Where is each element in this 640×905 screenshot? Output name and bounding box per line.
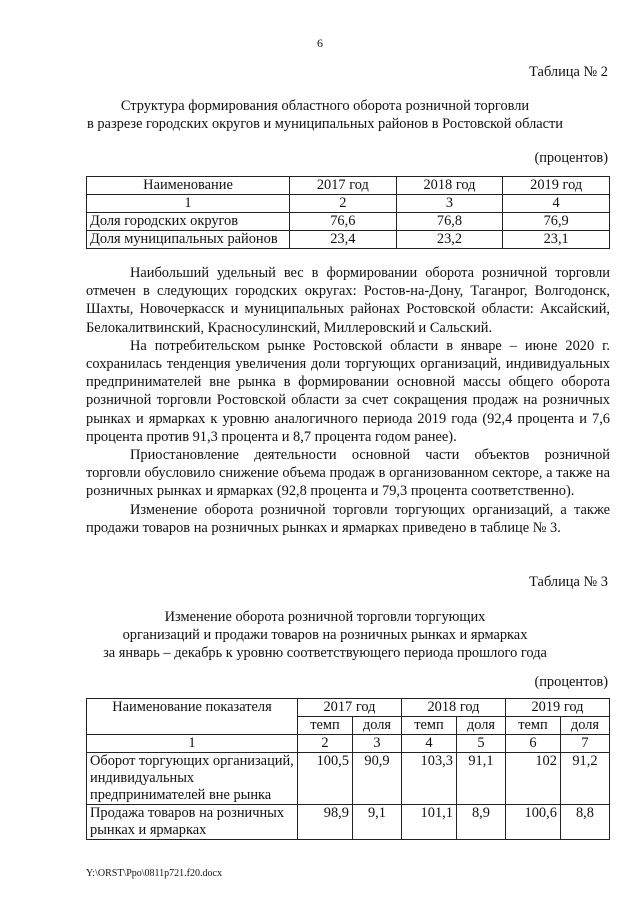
table3-index-cell: 3 [352,735,401,753]
table3-cell: 91,2 [560,753,609,805]
table3-cell: 102 [505,753,560,805]
table3-caption [80,608,570,662]
table2-units: (процентов) [534,150,608,166]
table2-cell: 23,4 [290,231,397,249]
table3-cell: 98,9 [298,805,353,840]
table2-caption-line2: в разрезе городских округов и муниципальных районов в Ростовской области [86,116,564,132]
table3-subheader: темп [505,717,560,735]
table3-header-2018: 2018 год [401,699,505,717]
table3-cell: 100,5 [298,753,353,805]
table-row [87,805,610,840]
table2-cell: 76,6 [290,213,397,231]
table3-cell: 8,9 [456,805,505,840]
table3-cell: 9,1 [352,805,401,840]
table3-header-name: Наименование показателя [87,699,298,735]
table2-header-2017: 2017 год [290,177,397,195]
table2-cell: 23,2 [396,231,503,249]
table2-caption-line1: Структура формирования областного оборота розничной торговли [120,98,530,114]
paragraph: На потребительском рынке Ростовской области в январе – июне 2020 г. сохранилась тенденция увеличения доли торгующих организаций, индивидуальных предпринимателей вне рынка в формировании основной массы общего оборота розничной торговли Ростовской области за счет сокращения продаж на розничных рынках и ярмарках к уровню аналогичного периода 2019 года (92,4 процента и 7,6 процента против 91,3 процента и 8,7 процента годом ранее). [86,337,610,445]
table2-cell: 76,8 [396,213,503,231]
table2-header-row [87,177,610,195]
table2-index-cell: 4 [503,195,610,213]
table3-header-row [87,699,610,717]
table3-row-name: Оборот торгующих организаций, индивидуальных предпринимателей вне рынка [87,753,298,805]
table2-header-2019: 2019 год [503,177,610,195]
table3-caption-line2: организаций и продажи товаров на розничных рынках и ярмарках [122,627,528,643]
table3-cell: 90,9 [352,753,401,805]
table3-row-name: Продажа товаров на розничных рынках и ярмарках [87,805,298,840]
paragraph: Приостановление деятельности основной части объектов розничной торговли обусловило снижение объема продаж в организованном секторе, а также на розничных рынках и ярмарках (92,8 процента и 79,3 процента соответственно). [86,447,610,500]
table3-index-cell: 2 [298,735,353,753]
table3-label: Таблица № 3 [529,574,608,590]
footer-file-path: Y:\ORST\Ppo\0811p721.f20.docx [86,868,222,879]
table2-index-cell: 3 [396,195,503,213]
table3-index-cell: 7 [560,735,609,753]
table2-row-name: Доля муниципальных районов [87,231,290,249]
paragraph: Изменение оборота розничной торговли торгующих организаций, а также продажи товаров на розничных рынках и ярмарках приведено в таблице № 3. [86,501,610,536]
table2-index-cell: 1 [87,195,290,213]
table2-cell: 23,1 [503,231,610,249]
table3-subheader: темп [298,717,353,735]
table-row [87,753,610,805]
table3-subheader: доля [352,717,401,735]
table2-index-cell: 2 [290,195,397,213]
table2-header-2018: 2018 год [396,177,503,195]
table2-header-name: Наименование [87,177,290,195]
table2-caption [80,97,570,133]
table3-subheader: доля [560,717,609,735]
table-row [87,231,610,249]
table3-units: (процентов) [534,674,608,690]
table3-index-cell: 5 [456,735,505,753]
table3-cell: 91,1 [456,753,505,805]
table3-cell: 101,1 [401,805,456,840]
table3-caption-line3: за январь – декабрь к уровню соответствующего периода прошлого года [103,645,547,661]
table3-subheader: темп [401,717,456,735]
table2-label: Таблица № 2 [529,64,608,80]
table2-row-name: Доля городских округов [87,213,290,231]
table3-header-2019: 2019 год [505,699,609,717]
page-number: 6 [317,36,323,50]
table3-cell: 8,8 [560,805,609,840]
paragraph: Наибольший удельный вес в формировании оборота розничной торговли отмечен в следующих городских округах: Ростов-на-Дону, Таганрог, Волгодонск, Шахты, Новочеркасск и муниципальных районах Ростовской области: Аксайский, Белокалитвинский, Красносулинский, Миллеровский и Сальский. [86,265,610,336]
table3-cell: 103,3 [401,753,456,805]
table2-index-row [87,195,610,213]
table3-subheader: доля [456,717,505,735]
table3-caption-line1: Изменение оборота розничной торговли торгующих [164,609,486,625]
table-row [87,213,610,231]
table3 [86,698,610,840]
body-text [86,264,610,537]
table2-cell: 76,9 [503,213,610,231]
table3-index-cell: 4 [401,735,456,753]
table3-cell: 100,6 [505,805,560,840]
table3-index-row [87,735,610,753]
table3-header-2017: 2017 год [298,699,402,717]
table3-index-cell: 1 [87,735,298,753]
table3-index-cell: 6 [505,735,560,753]
table2 [86,176,610,249]
